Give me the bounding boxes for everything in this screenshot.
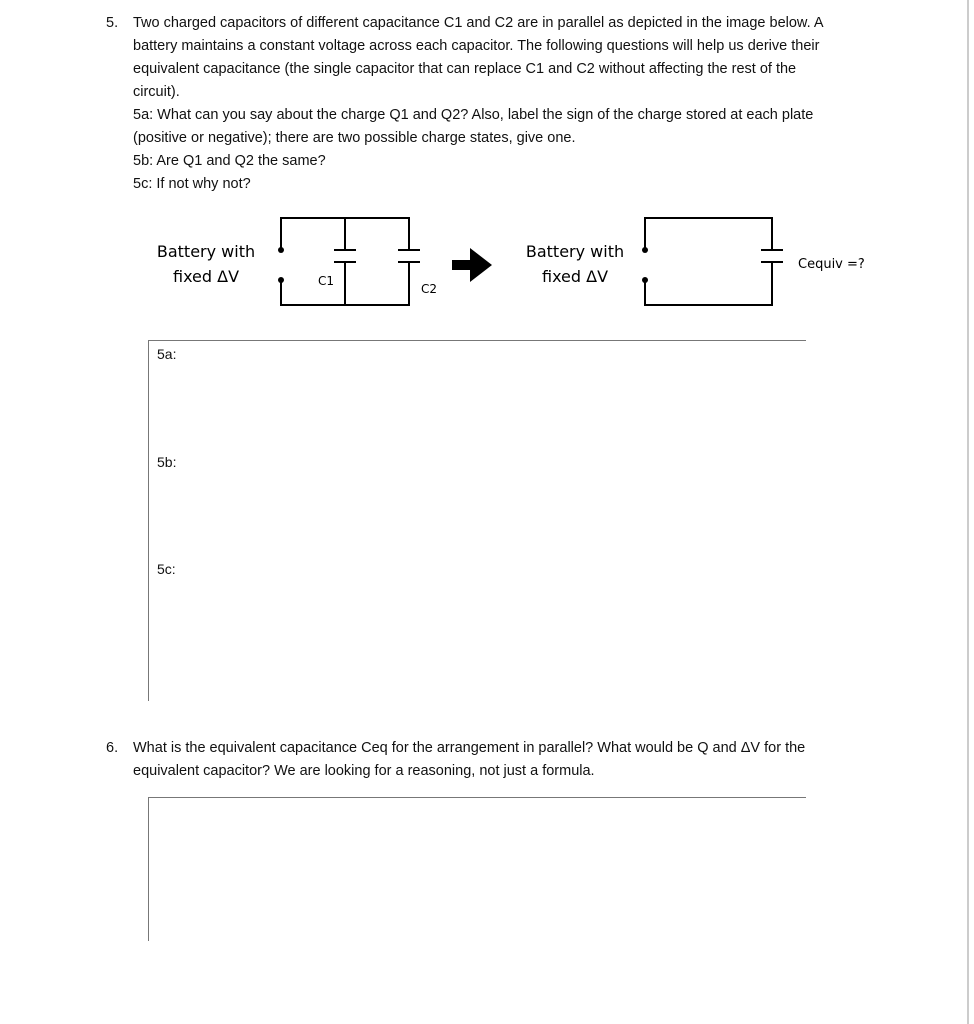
answer-label-5a: 5a: bbox=[157, 346, 177, 362]
battery-label: fixed ΔV bbox=[541, 267, 609, 286]
terminal-dot bbox=[642, 277, 648, 283]
battery-label: Battery with bbox=[525, 242, 625, 261]
question-5 bbox=[106, 12, 846, 196]
question-6-text: What is the equivalent capacitance Ceq for the arrangement in parallel? What would be Q and ΔV for the equivalent capacitor? We are looking for a reasoning, not just a formula. bbox=[133, 740, 806, 779]
terminal-dot bbox=[278, 247, 284, 253]
page-edge bbox=[967, 0, 969, 1024]
question-number: 5. bbox=[106, 15, 119, 31]
cequiv-label: Cequiv =? bbox=[798, 257, 865, 272]
answer-box-6[interactable] bbox=[148, 797, 806, 941]
c2-label: C2 bbox=[421, 282, 438, 296]
answer-label-5b: 5b: bbox=[157, 454, 177, 470]
circuit-diagram bbox=[0, 200, 974, 320]
question-5-intro: Two charged capacitors of different capacitance C1 and C2 are in parallel as depicted in the image below. A battery maintains a constant voltage across each capacitor. The following questions will help us derive their equivalent capacitance (the single capacitor that can replace C1 and C2 without affecting the rest of the circuit). bbox=[133, 15, 823, 100]
answer-box-5[interactable] bbox=[148, 340, 806, 701]
question-number: 6. bbox=[106, 740, 119, 756]
question-5c: 5c: If not why not? bbox=[133, 176, 251, 192]
question-5a: 5a: What can you say about the charge Q1 and Q2? Also, label the sign of the charge stored at each plate (positive or negative); there are two possible charge states, give one. bbox=[133, 107, 814, 146]
battery-label: fixed ΔV bbox=[172, 267, 240, 286]
question-6 bbox=[106, 737, 846, 783]
battery-label: Battery with bbox=[156, 242, 256, 261]
c1-label: C1 bbox=[318, 274, 335, 288]
question-5b: 5b: Are Q1 and Q2 the same? bbox=[133, 153, 326, 169]
arrow-icon bbox=[452, 248, 492, 282]
terminal-dot bbox=[642, 247, 648, 253]
terminal-dot bbox=[278, 277, 284, 283]
answer-label-5c: 5c: bbox=[157, 561, 176, 577]
